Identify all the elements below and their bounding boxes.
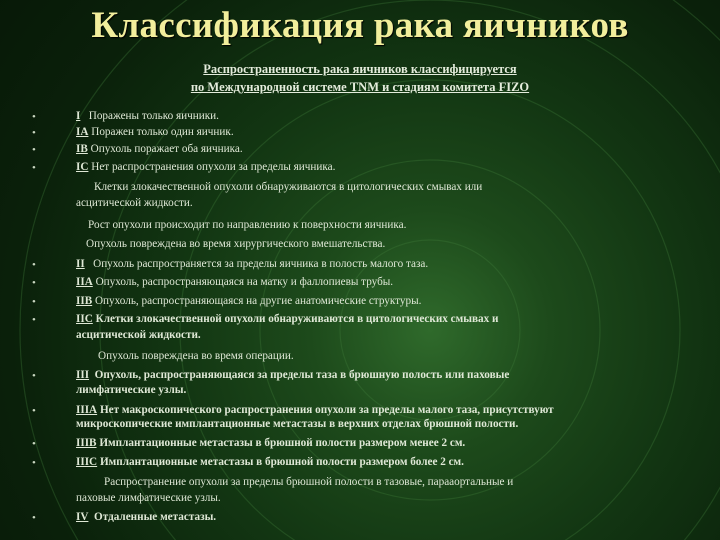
bullet-icon: •	[32, 405, 36, 417]
stage-text: Нет макроскопического распространения опухоли за пределы малого таза, присутствуют	[99, 404, 554, 416]
bullet-icon: •	[32, 144, 36, 156]
stage-iic	[76, 313, 498, 326]
stage-ic-note-1-cont: асцитической жидкости.	[76, 197, 193, 209]
stage-text: Имплантационные метастазы в брюшной полости размером менее 2 см.	[99, 437, 466, 449]
stage-iiic-note-1: Распространение опухоли за пределы брюшной полости в тазовые, парааортальные и	[104, 476, 514, 488]
stage-text: Нет распространения опухоли за пределы яичника.	[91, 161, 336, 173]
stage-ic	[76, 161, 335, 174]
bullet-icon: •	[32, 259, 36, 271]
stage-iii	[76, 369, 509, 382]
stage-iv	[76, 511, 216, 524]
stage-code: IIIC	[76, 456, 98, 468]
stage-code: IIIA	[76, 404, 98, 416]
stage-code: IB	[76, 143, 88, 155]
stage-iiic	[76, 456, 464, 469]
bullet-icon: •	[32, 512, 36, 524]
stage-iia	[76, 276, 393, 289]
stage-code: I	[76, 110, 81, 122]
stage-iic-note: Опухоль повреждена во время операции.	[98, 350, 294, 362]
stage-ic-note-3: Опухоль повреждена во время хирургического вмешательства.	[86, 238, 386, 250]
bullet-icon: •	[32, 162, 36, 174]
stage-text: Опухоль, распространяющаяся на другие анатомические структуры.	[94, 295, 422, 307]
bullet-icon: •	[32, 370, 36, 382]
stage-text: Поражены только яичники.	[88, 110, 219, 122]
bullet-icon: •	[32, 127, 36, 139]
stage-code: IA	[76, 126, 89, 138]
stage-text: Имплантационные метастазы в брюшной полости размером более 2 см.	[99, 456, 464, 468]
stage-ia	[76, 126, 234, 139]
subtitle-line-2: по Международной системе TNM и стадиям комитета FIZO	[190, 80, 530, 94]
stage-iic-cont: асцитической жидкости.	[76, 329, 201, 341]
subtitle-line-1: Распространенность рака яичников классифицируется	[203, 62, 517, 76]
stage-code: II	[76, 258, 85, 270]
stage-ic-note-1: Клетки злокачественной опухоли обнаруживаются в цитологических смывах или	[94, 181, 483, 193]
stage-iiic-note-2: паховые лимфатические узлы.	[76, 492, 221, 504]
page-title: Классификация рака яичников	[91, 5, 629, 46]
stage-text: Клетки злокачественной опухоли обнаруживаются в цитологических смывах и	[95, 313, 499, 325]
stage-text: Отдаленные метастазы.	[94, 511, 217, 523]
stage-iii-cont: лимфатические узлы.	[76, 384, 187, 396]
stage-text: Опухоль, распространяющаяся за пределы таза в брюшную полость или паховые	[94, 369, 510, 381]
stage-code: IC	[76, 161, 89, 173]
stage-ib	[76, 143, 243, 156]
stage-code: IIIB	[76, 437, 97, 449]
stage-text: Опухоль поражает оба яичника.	[90, 143, 243, 155]
bullet-icon: •	[32, 277, 36, 289]
stage-iib	[76, 295, 421, 308]
stage-i	[76, 110, 219, 123]
bullet-icon: •	[32, 314, 36, 326]
bullet-icon: •	[32, 111, 36, 123]
stage-text: Опухоль, распространяющаяся на матку и фаллопиевы трубы.	[95, 276, 394, 288]
stage-text: Поражен только один яичник.	[91, 126, 234, 138]
bullet-icon: •	[32, 438, 36, 450]
stage-iiia-cont: микроскопические имплантационные метастазы в верхних отделах брюшной полости.	[76, 418, 519, 430]
stage-ii	[76, 258, 428, 271]
stage-code: IIA	[76, 276, 93, 288]
stage-code: IIB	[76, 295, 93, 307]
stage-code: IIC	[76, 313, 93, 325]
stage-iiib	[76, 437, 465, 450]
stage-ic-note-2: Рост опухоли происходит по направлению к поверхности яичника.	[88, 219, 407, 231]
stage-code: III	[76, 369, 90, 381]
stage-text: Опухоль распространяется за пределы яичника в полость малого таза.	[93, 258, 429, 270]
bullet-icon: •	[32, 296, 36, 308]
bullet-icon: •	[32, 457, 36, 469]
stage-code: IV	[76, 511, 89, 523]
stage-iiia	[76, 404, 554, 417]
